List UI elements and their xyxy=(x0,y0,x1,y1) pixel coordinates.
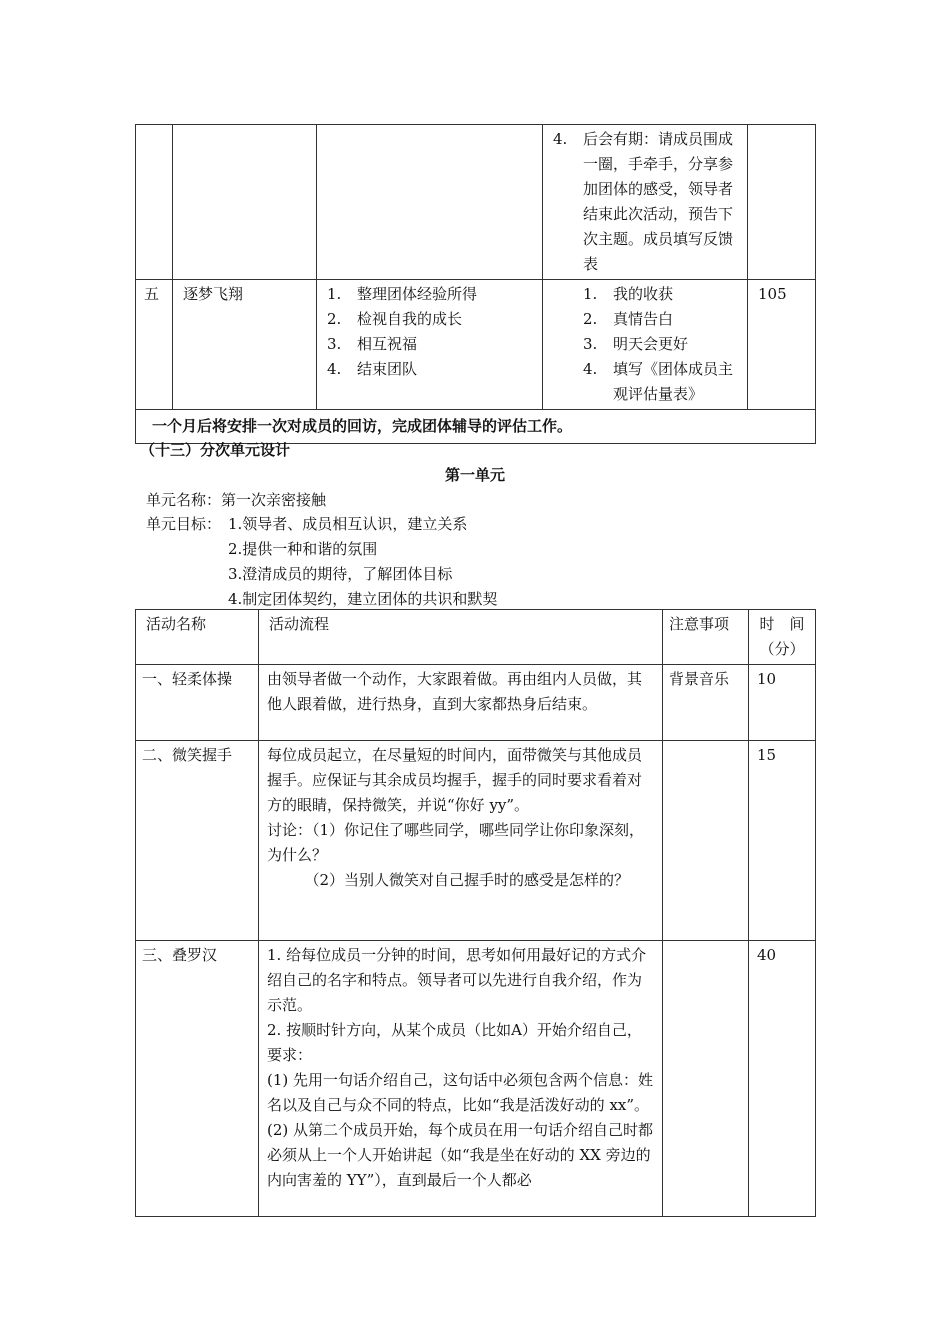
list-item xyxy=(327,282,536,307)
header-time-1: 时 间 xyxy=(759,615,805,633)
activity-notes: 背景音乐 xyxy=(663,665,749,741)
flow-paragraph: (2) 从第二个成员开始，每个成员在用一句话介绍自己时都必须从上一个人开始讲起（如“我是坐在好动的 XX 旁边的内向害羞的 YY”），直到最后一个人都必 xyxy=(267,1121,654,1189)
unit-goal-item: 1.领导者、成员相互认识，建立关系 xyxy=(228,515,468,533)
list-item-text: 填写《团体成员主观评估量表》 xyxy=(613,360,734,403)
list-item xyxy=(583,307,741,332)
list-item-number: 3. xyxy=(583,335,598,353)
activity-notes xyxy=(663,941,749,1217)
list-item xyxy=(583,357,741,407)
list-item-text: 我的收获 xyxy=(613,285,674,303)
list-item xyxy=(327,307,536,332)
table-row xyxy=(136,941,816,1217)
activity-time: 40 xyxy=(749,941,816,1217)
unit-name xyxy=(146,488,326,512)
list-item-number: 3. xyxy=(327,335,342,353)
list-item-text: 相互祝福 xyxy=(357,335,418,353)
flow-paragraph: 每位成员起立，在尽量短的时间内，面带微笑与其他成员握手。应保证与其余成员均握手，握手的同时要求看着对方的眼睛，保持微笑，并说“你好 yy”。 xyxy=(267,746,643,814)
list-item xyxy=(327,357,536,382)
goals-list xyxy=(327,282,536,382)
flow-paragraph: （2）当别人微笑对自己握手时的感受是怎样的？ xyxy=(267,871,630,889)
row-name: 逐梦飞翔 xyxy=(173,280,317,410)
flow-paragraph: 2. 按顺时针方向，从某个成员（比如A）开始介绍自己，要求： xyxy=(267,1021,642,1064)
table-header-row xyxy=(136,610,816,665)
list-item xyxy=(583,282,741,307)
table-row xyxy=(136,280,816,410)
unit-goal-label: 单元目标： xyxy=(146,515,222,533)
activities-list xyxy=(583,282,741,407)
activity-table xyxy=(135,609,816,1217)
activity-flow xyxy=(259,665,663,741)
row-time: 105 xyxy=(748,280,816,410)
activity-flow xyxy=(259,741,663,941)
unit-goal-item: 4.制定团体契约，建立团体的共识和默契 xyxy=(228,590,498,608)
flow-paragraph: 1. 给每位成员一分钟的时间，思考如何用最好记的方式介绍自己的名字和特点。领导者可以先进行自我介绍，作为示范。 xyxy=(267,946,647,1014)
list-item-number: 2. xyxy=(327,310,342,328)
table-row xyxy=(136,125,816,280)
section-heading: （十三）分次单元设计 xyxy=(140,441,291,459)
unit-title: 第一单元 xyxy=(444,466,505,484)
list-item-number: 2. xyxy=(583,310,598,328)
activity-name: 二、微笑握手 xyxy=(136,741,259,941)
header-flow: 活动流程 xyxy=(259,610,663,665)
activity-notes xyxy=(663,741,749,941)
unit-name-label: 单元名称： xyxy=(146,491,222,509)
row-index: 五 xyxy=(136,280,173,410)
list-item-text: 明天会更好 xyxy=(613,335,689,353)
activity-time: 10 xyxy=(749,665,816,741)
flow-paragraph: 由领导者做一个动作，大家跟着做。再由组内人员做，其他人跟着做，进行热身，直到大家都热身后结束。 xyxy=(267,670,643,713)
list-item-number: 1. xyxy=(583,285,598,303)
list-item-text: 真情告白 xyxy=(613,310,674,328)
flow-paragraph: 讨论：（1）你记住了哪些同学，哪些同学让你印象深刻，为什么？ xyxy=(267,821,645,864)
list-item xyxy=(327,332,536,357)
unit-goals xyxy=(228,512,497,612)
list-item-number: 4. xyxy=(327,360,342,378)
activity-time: 15 xyxy=(749,741,816,941)
header-notes: 注意事项 xyxy=(663,610,749,665)
list-item-text: 整理团体经验所得 xyxy=(357,285,478,303)
table-row xyxy=(136,665,816,741)
unit-goal-item: 3.澄清成员的期待，了解团体目标 xyxy=(228,565,453,583)
list-item-number: 4. xyxy=(583,360,598,378)
plan-table xyxy=(135,124,816,444)
activity-name: 三、叠罗汉 xyxy=(136,941,259,1217)
list-item-text: 检视自我的成长 xyxy=(357,310,463,328)
activity-name: 一、轻柔体操 xyxy=(136,665,259,741)
list-item: 4. 后会有期：请成员围成一圈，手牵手，分享参加团体的感受，领导者结束此次活动，预告下次主题。成员填写反馈表 xyxy=(553,130,734,273)
table-row xyxy=(136,741,816,941)
list-item-number: 1. xyxy=(327,285,342,303)
list-item xyxy=(583,332,741,357)
list-item-text: 结束团队 xyxy=(357,360,418,378)
activity-flow xyxy=(259,941,663,1217)
header-name: 活动名称 xyxy=(136,610,259,665)
footer-note: 一个月后将安排一次对成员的回访，完成团体辅导的评估工作。 xyxy=(136,410,816,444)
header-time-2: （分） xyxy=(759,640,805,658)
unit-name-value: 第一次亲密接触 xyxy=(221,491,327,509)
flow-paragraph: (1) 先用一句话介绍自己，这句话中必须包含两个信息：姓名以及自己与众不同的特点，比如“我是活泼好动的 xx”。 xyxy=(267,1071,654,1114)
unit-goal-item: 2.提供一种和谐的氛围 xyxy=(228,540,378,558)
